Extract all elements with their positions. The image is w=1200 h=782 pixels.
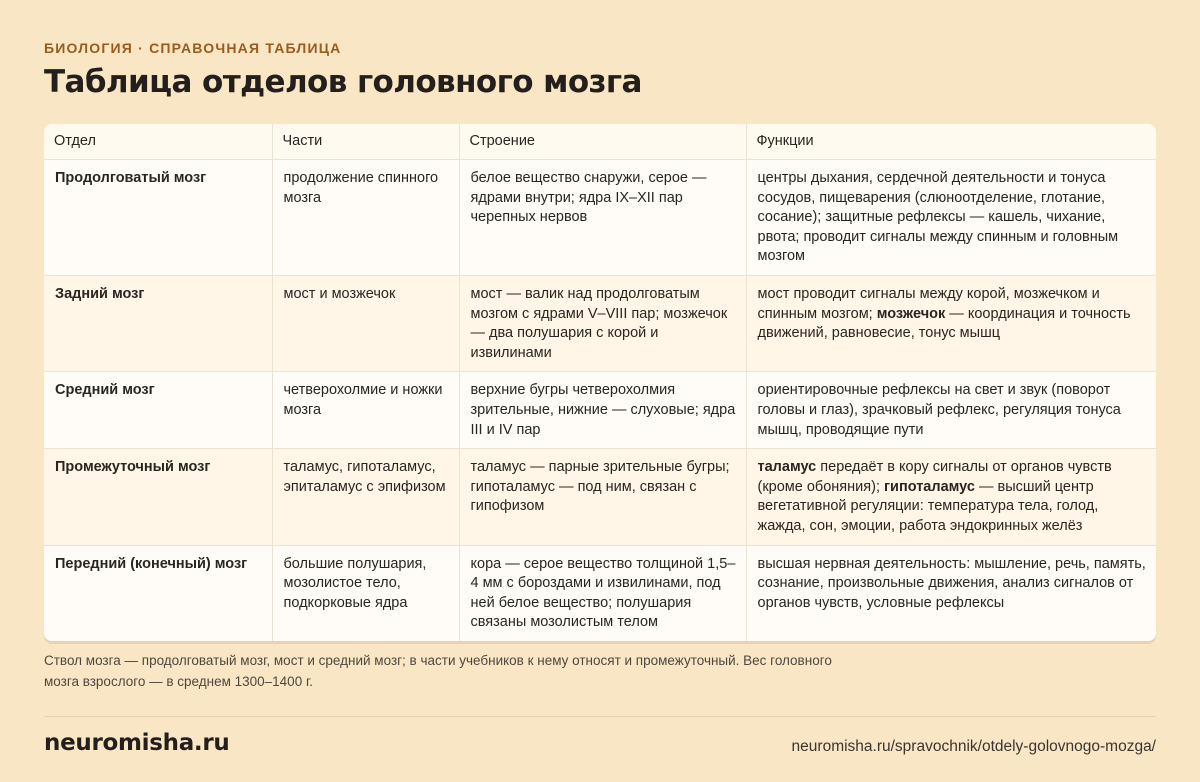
cell-section: Продолговатый мозг — [44, 160, 272, 276]
table-row — [44, 275, 1156, 371]
footnote: Ствол мозга — продолговатый мозг, мост и средний мозг; в части учебников к нему относят и промежуточный. Вес головного мозга взрослого — в среднем 1300–1400 г. — [44, 653, 832, 689]
table-row — [44, 449, 1156, 545]
cell-parts: мост и мозжечок — [272, 275, 459, 371]
function-text: центры дыхания, сердечной деятельности и тонуса сосудов, пищеварения (слюноотделение, глотание, сосание); защитные рефлексы — кашель, чихание, рвота; проводит сигналы между спинным и головным мозгом — [757, 170, 1119, 265]
cell-structure: таламус — парные зрительные бугры; гипоталамус — под ним, связан с гипофизом — [459, 449, 746, 545]
cell-parts: продолжение спинного мозга — [272, 160, 459, 276]
footer-divider — [44, 716, 1156, 717]
cell-structure: белое вещество снаружи, серое — ядрами внутри; ядра IX–XII пар черепных нервов — [459, 160, 746, 276]
cell-section: Передний (конечный) мозг — [44, 545, 272, 641]
category-label: БИОЛОГИЯ · СПРАВОЧНАЯ ТАБЛИЦА — [44, 40, 342, 56]
column-header-parts: Части — [272, 124, 459, 160]
cell-section: Средний мозг — [44, 372, 272, 449]
brain-sections-table — [44, 124, 1156, 641]
table-row — [44, 372, 1156, 449]
table-header-row — [44, 124, 1156, 160]
cell-parts: таламус, гипоталамус, эпиталамус с эпифизом — [272, 449, 459, 545]
cell-structure: кора — серое вещество толщиной 1,5–4 мм с бороздами и извилинами, под ней белое вещество; полушария связаны мозолистым телом — [459, 545, 746, 641]
table-row — [44, 160, 1156, 276]
table-body — [44, 160, 1156, 641]
function-text: — высший центр вегетативной регуляции: температура тела, голод, жажда, сон, эмоции, работа эндокринных желёз — [757, 478, 1099, 534]
cell-functions — [746, 275, 1156, 371]
function-text: передаёт в кору сигналы от органов чувств (кроме обоняния); — [757, 459, 1112, 495]
cell-functions — [746, 545, 1156, 641]
cell-section: Задний мозг — [44, 275, 272, 371]
function-text: — координация и точность движений, равновесие, тонус мышц — [757, 305, 1131, 342]
page-url-link[interactable]: neuromisha.ru/spravochnik/otdely-golovnogo-mozga/ — [791, 738, 1156, 755]
cell-functions — [746, 372, 1156, 449]
cell-parts: четверохолмие и ножки мозга — [272, 372, 459, 449]
cell-structure: верхние бугры четверохолмия зрительные, нижние — слуховые; ядра III и IV пар — [459, 372, 746, 449]
function-text: мост проводит сигналы между корой, мозжечком и спинным мозгом; — [757, 285, 1100, 322]
cell-functions — [746, 160, 1156, 276]
column-header-structure: Строение — [459, 124, 746, 160]
function-term: гипоталамус — [884, 478, 975, 495]
table-row — [44, 545, 1156, 641]
reference-table-card — [44, 124, 1156, 641]
cell-structure: мост — валик над продолговатым мозгом с ядрами V–VIII пар; мозжечок — два полушария с корой и извилинами — [459, 275, 746, 371]
function-text: ориентировочные рефлексы на свет и звук (поворот головы и глаз), зрачковый рефлекс, регуляция тонуса мышц, проводящие пути — [757, 382, 1121, 438]
function-term: мозжечок — [876, 305, 946, 322]
function-term: таламус — [757, 459, 817, 476]
column-header-functions: Функции — [746, 124, 1156, 160]
cell-parts: большие полушария, мозолистое тело, подкорковые ядра — [272, 545, 459, 641]
cell-section: Промежуточный мозг — [44, 449, 272, 545]
function-text: высшая нервная деятельность: мышление, речь, память, сознание, произвольные движения, анализ сигналов от органов чувств, условные рефлексы — [757, 555, 1146, 611]
column-header-section: Отдел — [44, 124, 272, 160]
page-title: Таблица отделов головного мозга — [44, 64, 642, 100]
site-logo[interactable]: neuromisha.ru — [44, 730, 230, 756]
cell-functions — [746, 449, 1156, 545]
